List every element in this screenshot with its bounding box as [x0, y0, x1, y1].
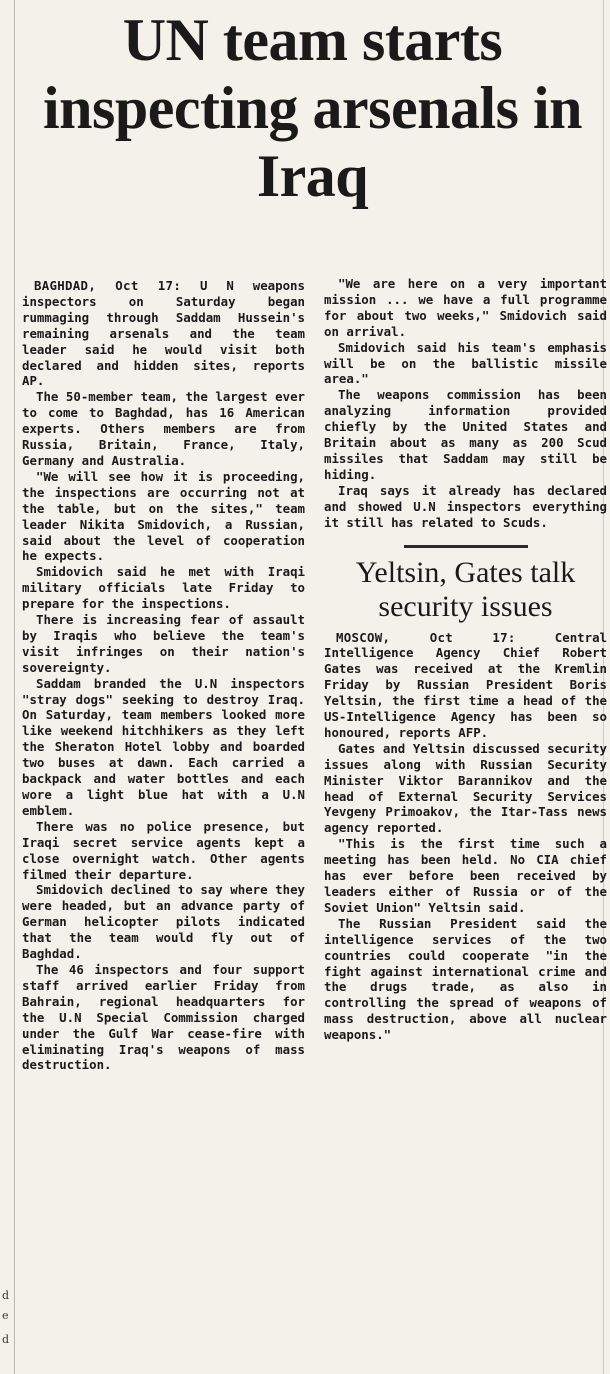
article-paragraph: Smidovich said he met with Iraqi military officials late Friday to prepare for the inspections. — [22, 564, 305, 612]
sidebar-paragraph: Gates and Yeltsin discussed security issues along with Russian Security Minister Viktor Barannikov and the head of External Security Services Yevgeny Primoakov, the Itar-Tass news agency reported. — [324, 740, 607, 836]
headline: UN team starts inspecting arsenals in Iraq — [42, 7, 583, 209]
sidebar-paragraph: "This is the first time such a meeting has been held. No CIA chief has ever before been received by leaders either of Russia or of the Soviet Union" Yeltsin said. — [324, 836, 607, 915]
article-column-right — [324, 276, 607, 1043]
article-paragraph: Iraq says it already has declared and showed U.N inspectors everything it still has related to Scuds. — [324, 482, 607, 530]
sidebar-paragraph: MOSCOW, Oct 17: Central Intelligence Agency Chief Robert Gates was received at the Kremlin Friday by Russian President Boris Yeltsin, the first time a head of the US-Intelligence Agency has been so honoured, reports AFP. — [324, 629, 607, 740]
article-paragraph: Smidovich declined to say where they were headed, but an advance party of German helicopter pilots indicated that the team would fly out of Baghdad. — [22, 882, 305, 962]
left-page-edge — [0, 0, 15, 1374]
article-paragraph: "We are here on a very important mission ... we have a full programme for about two weeks," Smidovich said on arrival. — [324, 276, 607, 339]
article-paragraph: Smidovich said his team's emphasis will be on the ballistic missile area." — [324, 339, 607, 387]
margin-mark: d — [2, 1333, 10, 1346]
article-paragraph: The 50-member team, the largest ever to come to Baghdad, has 16 American experts. Others members are from Russia, Britain, France, Italy, Germany and Australia. — [22, 389, 305, 468]
sidebar-paragraph: The Russian President said the intelligence services of the two countries could cooperate "in the fight against international crime and the drugs trade, as also in controlling the spread of weapons of mass destruction, above all nuclear weapons." — [324, 915, 607, 1043]
article-column-left — [22, 278, 305, 1073]
article-paragraph: Saddam branded the U.N inspectors "stray dogs" seeking to destroy Iraq. On Saturday, team members looked more like weekend hitchhikers as they left the Sheraton Hotel lobby and boarded two buses at dawn. Each carried a backpack and water bottles and each wore a light blue hat with a U.N emblem. — [22, 675, 305, 818]
section-divider — [404, 545, 528, 548]
article-paragraph: BAGHDAD, Oct 17: U N weapons inspectors on Saturday began rummaging through Saddam Hussein's remaining arsenals and the team leader said he would visit both declared and hidden sites, reports AP. — [22, 278, 305, 389]
margin-mark: d — [2, 1289, 10, 1302]
article-paragraph: There is increasing fear of assault by Iraqis who believe the team's visit infringes on their nation's sovereignty. — [22, 612, 305, 675]
article-paragraph: The weapons commission has been analyzing information provided chiefly by the United States and Britain about as many as 200 Scud missiles that Saddam may still be hiding. — [324, 387, 607, 482]
dateline: BAGHDAD, Oct 17: — [34, 278, 182, 293]
article-paragraph: The 46 inspectors and four support staff arrived earlier Friday from Bahrain, regional headquarters for the U.N Special Commission charged under the Gulf War cease-fire with eliminating Iraq's weapons of mass destruction. — [22, 961, 305, 1073]
article-paragraph: There was no police presence, but Iraqi secret service agents kept a close overnight watch. Other agents filmed their departure. — [22, 818, 305, 882]
sidebar-dateline: MOSCOW, Oct 17: — [336, 629, 516, 645]
article-paragraph: "We will see how it is proceeding, the inspections are occurring not at the table, but on the sites," team leader Nikita Smidovich, a Russian, said about the level of cooperation he expects. — [22, 468, 305, 564]
sidebar-headline: Yeltsin, Gates talk security issues — [355, 555, 576, 623]
margin-mark: e — [2, 1309, 9, 1322]
